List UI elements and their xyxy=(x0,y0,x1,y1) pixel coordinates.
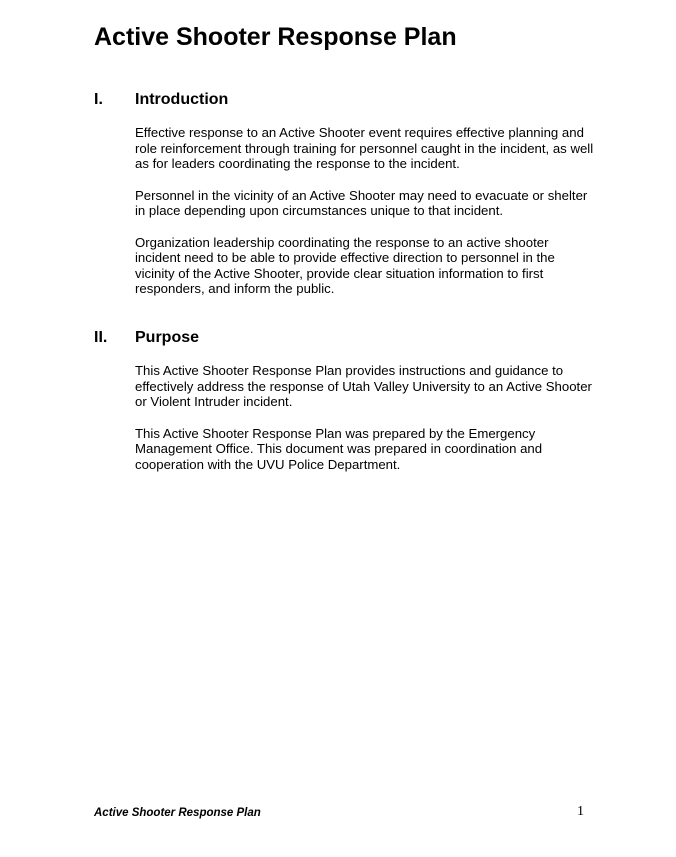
section-body-purpose xyxy=(135,363,595,488)
section-numeral: II. xyxy=(94,329,108,346)
footer-title: Active Shooter Response Plan xyxy=(94,807,261,819)
paragraph: This Active Shooter Response Plan was prepared by the Emergency Management Office. This document was prepared in coordination and cooperation with the UVU Police Department. xyxy=(135,425,543,472)
paragraph: Effective response to an Active Shooter event requires effective planning and role reinforcement through training for personnel caught in the incident, as well as for leaders coordinating the response to the incident. xyxy=(135,125,594,171)
paragraph: Personnel in the vicinity of an Active Shooter may need to evacuate or shelter in place depending upon circumstances unique to that incident. xyxy=(135,187,588,218)
section-body-introduction xyxy=(135,125,595,313)
paragraph: This Active Shooter Response Plan provides instructions and guidance to effectively address the response of Utah Valley University to an Active Shooter or Violent Intruder incident. xyxy=(135,363,592,409)
section-title: Purpose xyxy=(135,329,200,346)
section-heading-purpose xyxy=(94,328,199,348)
section-heading-introduction xyxy=(94,90,228,110)
page-number: 1 xyxy=(577,804,584,819)
paragraph: Organization leadership coordinating the response to an active shooter incident need to be able to provide effective direction to personnel in the vicinity of the Active Shooter, provide clear situation information to first responders, and inform the public. xyxy=(135,234,555,296)
section-numeral: I. xyxy=(94,91,103,108)
page-title: Active Shooter Response Plan xyxy=(94,23,457,51)
section-title: Introduction xyxy=(135,91,229,108)
